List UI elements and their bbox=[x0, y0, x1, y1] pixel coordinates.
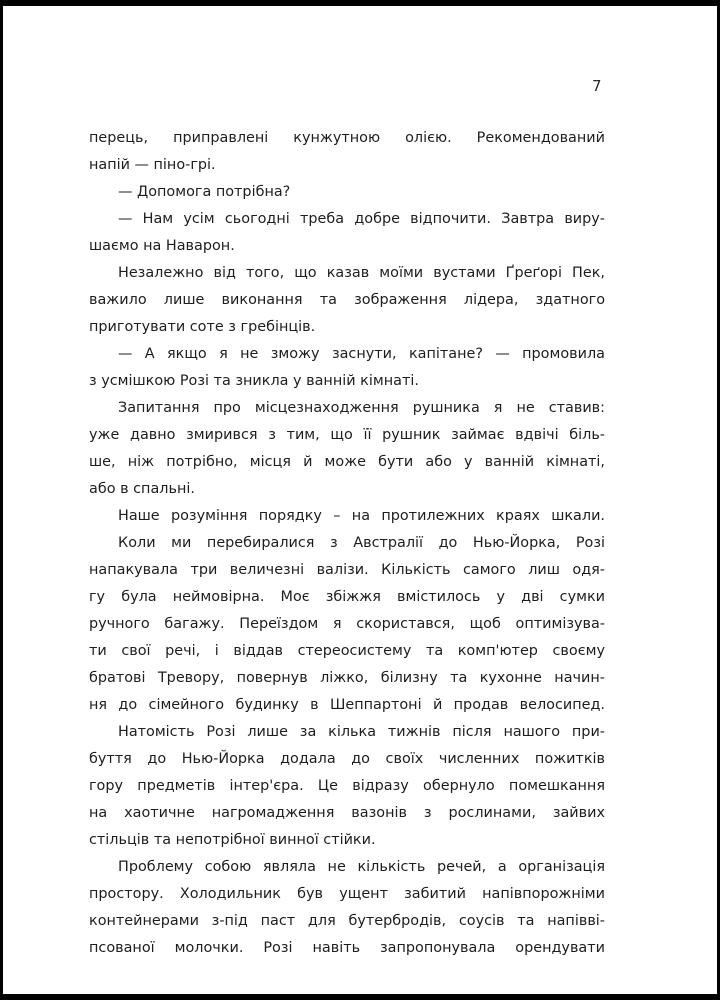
text-line: важило лише виконання та зображення лідера, здатного bbox=[89, 292, 605, 308]
text-line: Наше розуміння порядку – на протилежних краях шкали. bbox=[118, 508, 605, 524]
text-line: ти свої речі, і віддав стереосистему та комп'ютер своєму bbox=[89, 643, 605, 659]
text-line: або в спальні. bbox=[89, 481, 195, 497]
text-line: на хаотичне нагромадження вазонів з рослинами, зайвих bbox=[89, 805, 605, 821]
text-line: напакувала три величезні валізи. Кількість самого лиш одя- bbox=[89, 562, 605, 578]
text-line: Натомість Розі лише за кілька тижнів після нашого при- bbox=[118, 724, 605, 740]
text-line: приготувати соте з гребінців. bbox=[89, 319, 316, 335]
text-line: з усмішкою Розі та зникла у ванній кімнаті. bbox=[89, 373, 419, 389]
text-line: уже давно змирився з тим, що її рушник займає вдвічі біль- bbox=[89, 427, 605, 443]
text-line: буття до Нью-Йорка додала до своїх численних пожитків bbox=[89, 751, 605, 767]
text-line: простору. Холодильник був ущент забитий напівпорожніми bbox=[89, 886, 605, 902]
text-line: ручного багажу. Переїздом я скористався, щоб оптимізува- bbox=[89, 616, 605, 632]
text-line: — Нам усім сьогодні треба добре відпочити. Завтра виру- bbox=[118, 211, 605, 227]
text-line: ше, ніж потрібно, місця й може бути або у ванній кімнаті, bbox=[89, 454, 605, 470]
text-line: перець, приправлені кунжутною олією. Рекомендований bbox=[89, 130, 605, 146]
text-line: братові Тревору, повернув ліжко, білизну та кухонне начин- bbox=[89, 670, 605, 686]
text-line: шаємо на Наварон. bbox=[89, 238, 235, 254]
page-number: 7 bbox=[592, 77, 602, 95]
text-line: ня до сімейного будинку в Шеппартоні й продав велосипед. bbox=[89, 697, 605, 713]
text-line: стільців та непотрібної винної стійки. bbox=[89, 832, 376, 848]
text-line: — А якщо я не зможу заснути, капітане? — промовила bbox=[118, 346, 605, 362]
text-line: псованої молочки. Розі навіть запропонувала орендувати bbox=[89, 940, 605, 956]
text-line: Проблему собою являла не кількість речей, а організація bbox=[118, 859, 605, 875]
text-line: контейнерами з-під паст для бутербродів, соусів та напівві- bbox=[89, 913, 605, 929]
body-text bbox=[89, 125, 605, 962]
text-line: — Допомога потрібна? bbox=[118, 184, 291, 200]
text-line: Незалежно від того, що казав моїми вустами Ґреґорі Пек, bbox=[118, 265, 605, 281]
book-page bbox=[3, 6, 717, 994]
text-line: напій — піно-грі. bbox=[89, 157, 216, 173]
text-line: Коли ми перебиралися з Австралії до Нью-Йорка, Розі bbox=[118, 535, 605, 551]
text-line: гору предметів інтер'єра. Це відразу обернуло помешкання bbox=[89, 778, 605, 794]
text-line: гу була неймовірна. Моє збіжжя вмістилось у дві сумки bbox=[89, 589, 605, 605]
text-line: Запитання про місцезнаходження рушника я не ставив: bbox=[118, 400, 605, 416]
